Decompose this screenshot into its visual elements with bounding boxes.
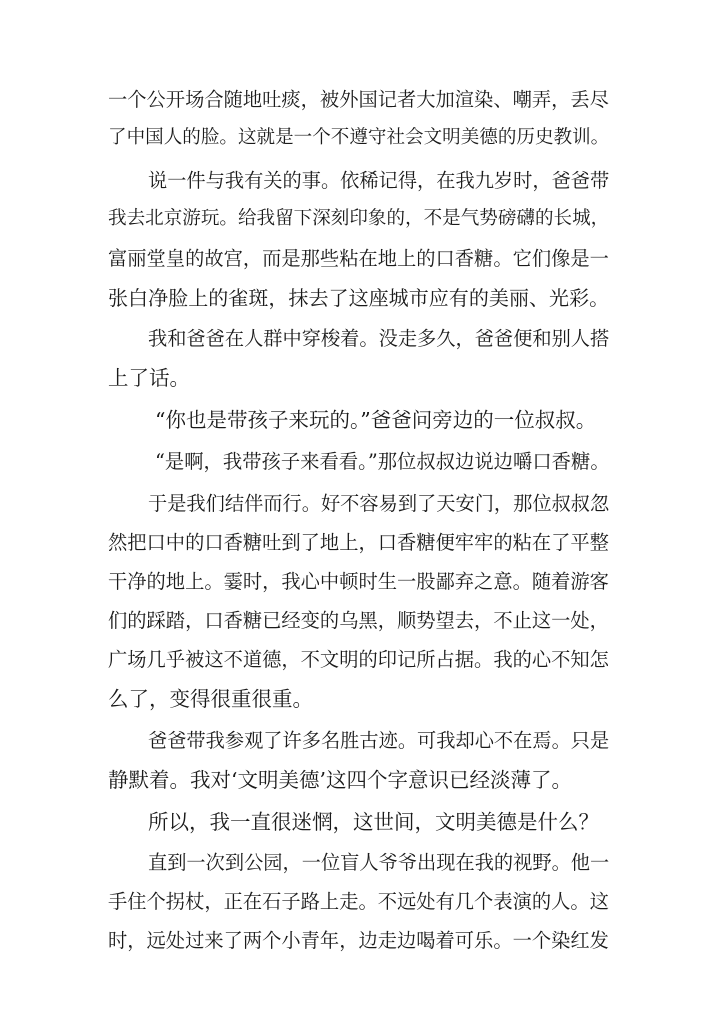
text-line-12: 然把口中的口香糖吐到了地上，口香糖便牢牢的粘在了平整 — [108, 531, 609, 554]
text-line-18: 静默着。我对‘文明美德’这四个字意识已经淡薄了。 — [108, 768, 573, 792]
text-line-5: 富丽堂皇的故宫，而是那些粘在地上的口香糖。它们像是一 — [108, 247, 609, 270]
text-line-16: 么了，变得很重很重。 — [108, 687, 313, 711]
text-line-13: 干净的地上。霎时，我心中顿时生一股鄙弃之意。随着游客 — [108, 570, 609, 593]
text-line-19: 所以，我一直很迷惘，这世间，文明美德是什么？ — [148, 810, 599, 834]
text-line-9: “你也是带孩子来玩的。”爸爸问旁边的一位叔叔。 — [155, 408, 597, 432]
text-line-1: 一个公开场合随地吐痰，被外国记者大加渲染、嘲弄，丢尽 — [108, 88, 609, 111]
text-line-17: 爸爸带我参观了许多名胜古迹。可我却心不在焉。只是 — [148, 729, 610, 752]
text-line-10: “是啊，我带孩子来看看。”那位叔叔边说边嚼口香糖。 — [155, 450, 610, 473]
text-line-11: 于是我们结伴而行。好不容易到了天安门，那位叔叔忽 — [148, 492, 610, 515]
text-line-8: 上了话。 — [108, 366, 190, 390]
text-line-3: 说一件与我有关的事。依稀记得，在我九岁时，爸爸带 — [148, 169, 610, 192]
text-line-14: 们的踩踏，口香糖已经变的乌黑，顺势望去，不止这一处， — [108, 609, 609, 632]
text-line-20: 直到一次到公园，一位盲人爷爷出现在我的视野。他一 — [148, 851, 610, 874]
text-line-22: 时，远处过来了两个小青年，边走边喝着可乐。一个染红发 — [108, 929, 609, 952]
text-line-4: 我去北京游玩。给我留下深刻印象的，不是气势磅礴的长城， — [108, 208, 610, 229]
text-line-21: 手住个拐杖，正在石子路上走。不远处有几个表演的人。这 — [108, 890, 609, 913]
text-line-7: 我和爸爸在人群中穿梭着。没走多久，爸爸便和别人搭 — [148, 327, 610, 350]
text-line-6: 张白净脸上的雀斑，抹去了这座城市应有的美丽、光彩。 — [108, 286, 610, 310]
text-line-15: 广场几乎被这不道德，不文明的印记所占据。我的心不知怎 — [108, 648, 609, 671]
text-line-2: 了中国人的脸。这就是一个不遵守社会文明美德的历史教训。 — [108, 127, 610, 148]
